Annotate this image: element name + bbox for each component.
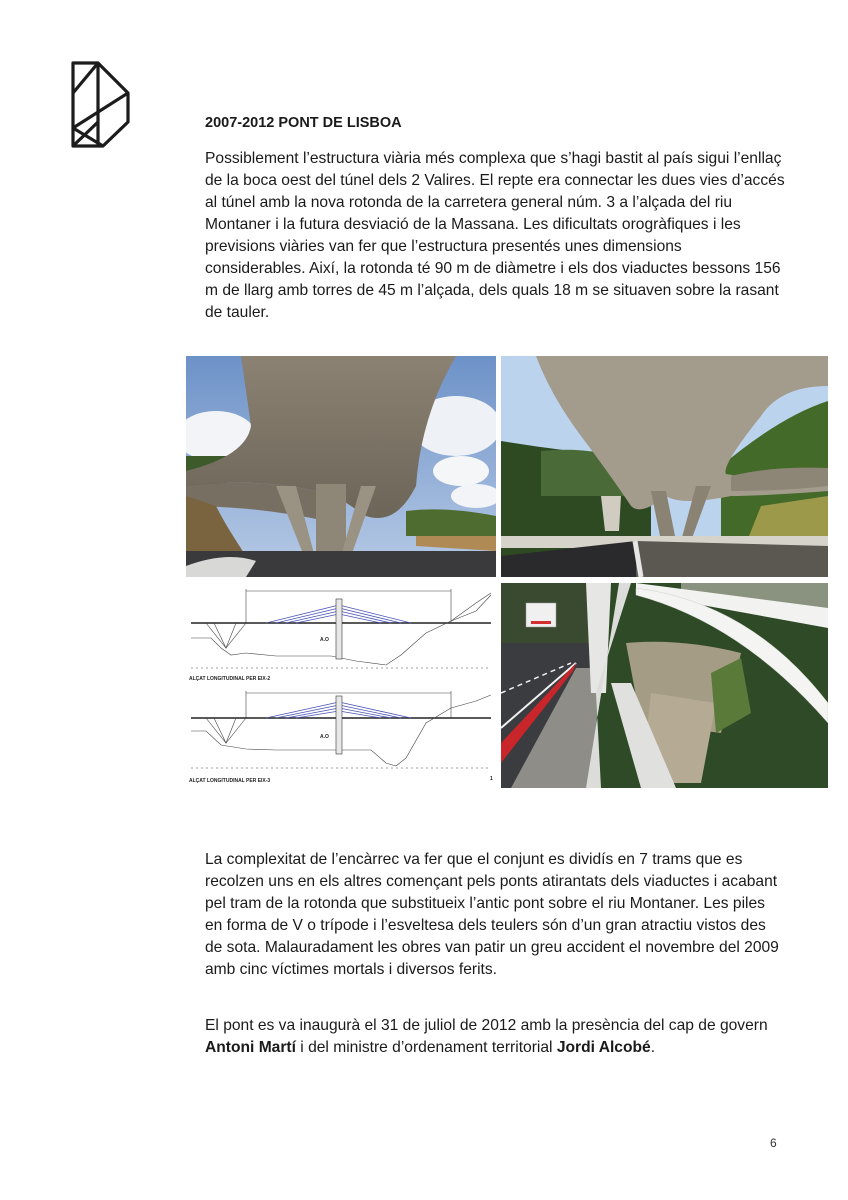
person-name-antoni-marti: Antoni Martí xyxy=(205,1039,296,1056)
bridge-deck-photo xyxy=(501,583,828,788)
pier-label-top: A.O xyxy=(320,637,329,643)
inauguration-text-2: i del ministre d’ordenament territorial xyxy=(295,1039,557,1056)
inauguration-text: El pont es va inaugurà el 31 de juliol de 2012 amb la presència del cap de govern xyxy=(205,1017,768,1034)
drawing-sheet-number: 1 xyxy=(490,776,493,782)
bridge-underside-photo-2 xyxy=(501,356,828,577)
page-number: 6 xyxy=(770,1136,777,1150)
drawing-label-top: ALÇAT LONGITUDINAL PER EIX-2 xyxy=(189,676,271,682)
person-name-jordi-alcobe: Jordi Alcobé xyxy=(556,1039,651,1056)
pier-label-bottom: A.O xyxy=(320,734,329,740)
section-heading: 2007-2012 PONT DE LISBOA xyxy=(205,115,402,131)
period: . xyxy=(650,1039,656,1056)
body-paragraph-3 xyxy=(205,1015,785,1059)
body-paragraph-2: La complexitat de l’encàrrec va fer que el conjunt es dividís en 7 trams que es recolzen uns en els altres començant pels ponts atirantats dels viaductes i acabant pel tram de la rotonda que substitueix l’antic pont sobre el riu Montaner. Les piles en forma de V o trípode i l’esveltesa dels teulers són d’un gran atractiu vistos des de sota. Malauradament les obres van patir un greu accident el novembre del 2009 amb cinc víctimes mortals i diversos ferits. xyxy=(205,851,779,978)
intro-paragraph: Possiblement l’estructura viària més complexa que s’hagi bastit al país sigui l’enllaç de la boca oest del túnel dels 2 Valires. El repte era connectar les dues vies d’accés al túnel amb la nova rotonda de la carretera general núm. 3 a l’alçada del riu Montaner i la futura desviació de la Massana. Les dificultats orogràfiques i les previsions viàries van fer que l’estructura presentés unes dimensions considerables. Així, la rotonda té 90 m de diàmetre i els dos viaductes bessons 156 m de llarg amb torres de 45 m l’alçada, dels quals 18 m se situaven sobre la rasant de tauler. xyxy=(205,150,785,321)
longitudinal-elevation-drawing xyxy=(186,583,496,788)
bridge-underside-photo-1 xyxy=(186,356,496,577)
drawing-label-bottom: ALÇAT LONGITUDINAL PER EIX-3 xyxy=(189,778,271,784)
geometric-d-logo-icon xyxy=(70,60,132,148)
